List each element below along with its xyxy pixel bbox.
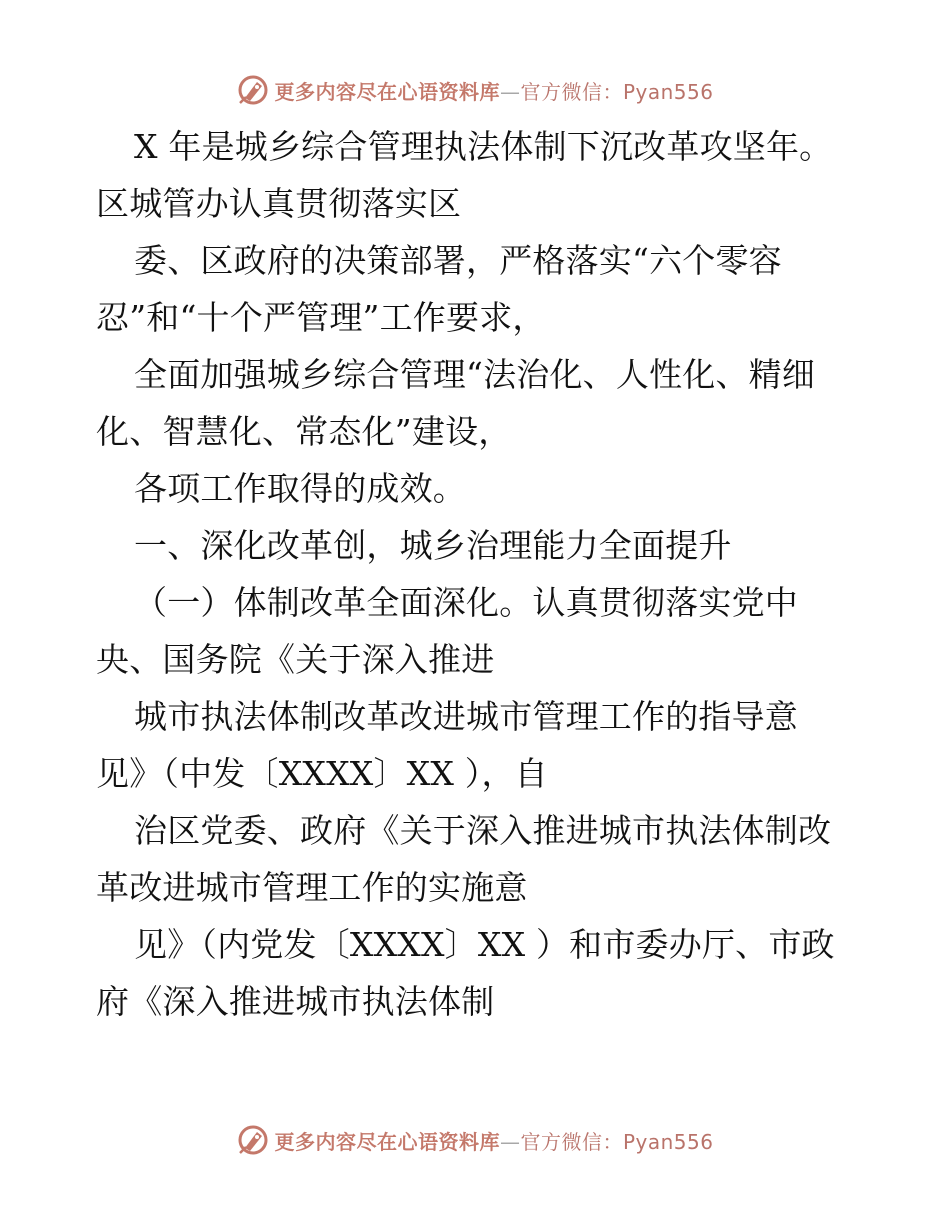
paragraph-line: 全面加强城乡综合管理“法治化、人性化、精细 bbox=[134, 355, 816, 394]
paragraph-line: 忍”和“十个严管理”工作要求， bbox=[96, 298, 546, 337]
pen-nib-circle-icon bbox=[236, 73, 270, 107]
watermark-wechat-text: 官方微信：Pyan556 bbox=[520, 79, 714, 104]
paragraph-line: 革改进城市管理工作的实施意 bbox=[96, 868, 528, 907]
watermark-site-text: 更多内容尽在心语资料库 bbox=[274, 79, 500, 104]
paragraph-line: 化、智慧化、常态化”建设， bbox=[96, 412, 512, 451]
paragraph-line: （一）体制改革全面深化。认真贯彻落实党中 bbox=[134, 583, 798, 622]
paragraph-line: 城市执法体制改革改进城市管理工作的指导意 bbox=[134, 697, 798, 736]
paragraph-line: X 年是城乡综合管理执法体制下沉改革攻坚年。 bbox=[134, 127, 833, 166]
paragraph-line: 见》（中发〔XXXX〕XX ），自 bbox=[96, 754, 548, 793]
paragraph-line: 各项工作取得的成效。 bbox=[134, 469, 466, 508]
watermark-dash: — bbox=[499, 1129, 521, 1154]
paragraph-line: 央、国务院《关于深入推进 bbox=[96, 640, 495, 679]
watermark-dash: — bbox=[499, 79, 521, 104]
document-body bbox=[96, 118, 876, 1030]
pen-nib-circle-icon bbox=[236, 1123, 270, 1157]
paragraph-line: 委、区政府的决策部署，严格落实“六个零容 bbox=[134, 241, 782, 280]
section-heading: 一、深化改革创，城乡治理能力全面提升 bbox=[134, 526, 732, 565]
paragraph-line: 治区党委、政府《关于深入推进城市执法体制改 bbox=[134, 811, 832, 850]
watermark-footer bbox=[0, 1120, 950, 1160]
paragraph-line: 区城管办认真贯彻落实区 bbox=[96, 184, 462, 223]
paragraph-line: 见》（内党发〔XXXX〕XX ）和市委办厅、市政 bbox=[134, 925, 835, 964]
paragraph-line: 府《深入推进城市执法体制 bbox=[96, 982, 495, 1021]
watermark-wechat-text: 官方微信：Pyan556 bbox=[520, 1129, 714, 1154]
watermark-header bbox=[0, 70, 950, 110]
watermark-site-text: 更多内容尽在心语资料库 bbox=[274, 1129, 500, 1154]
